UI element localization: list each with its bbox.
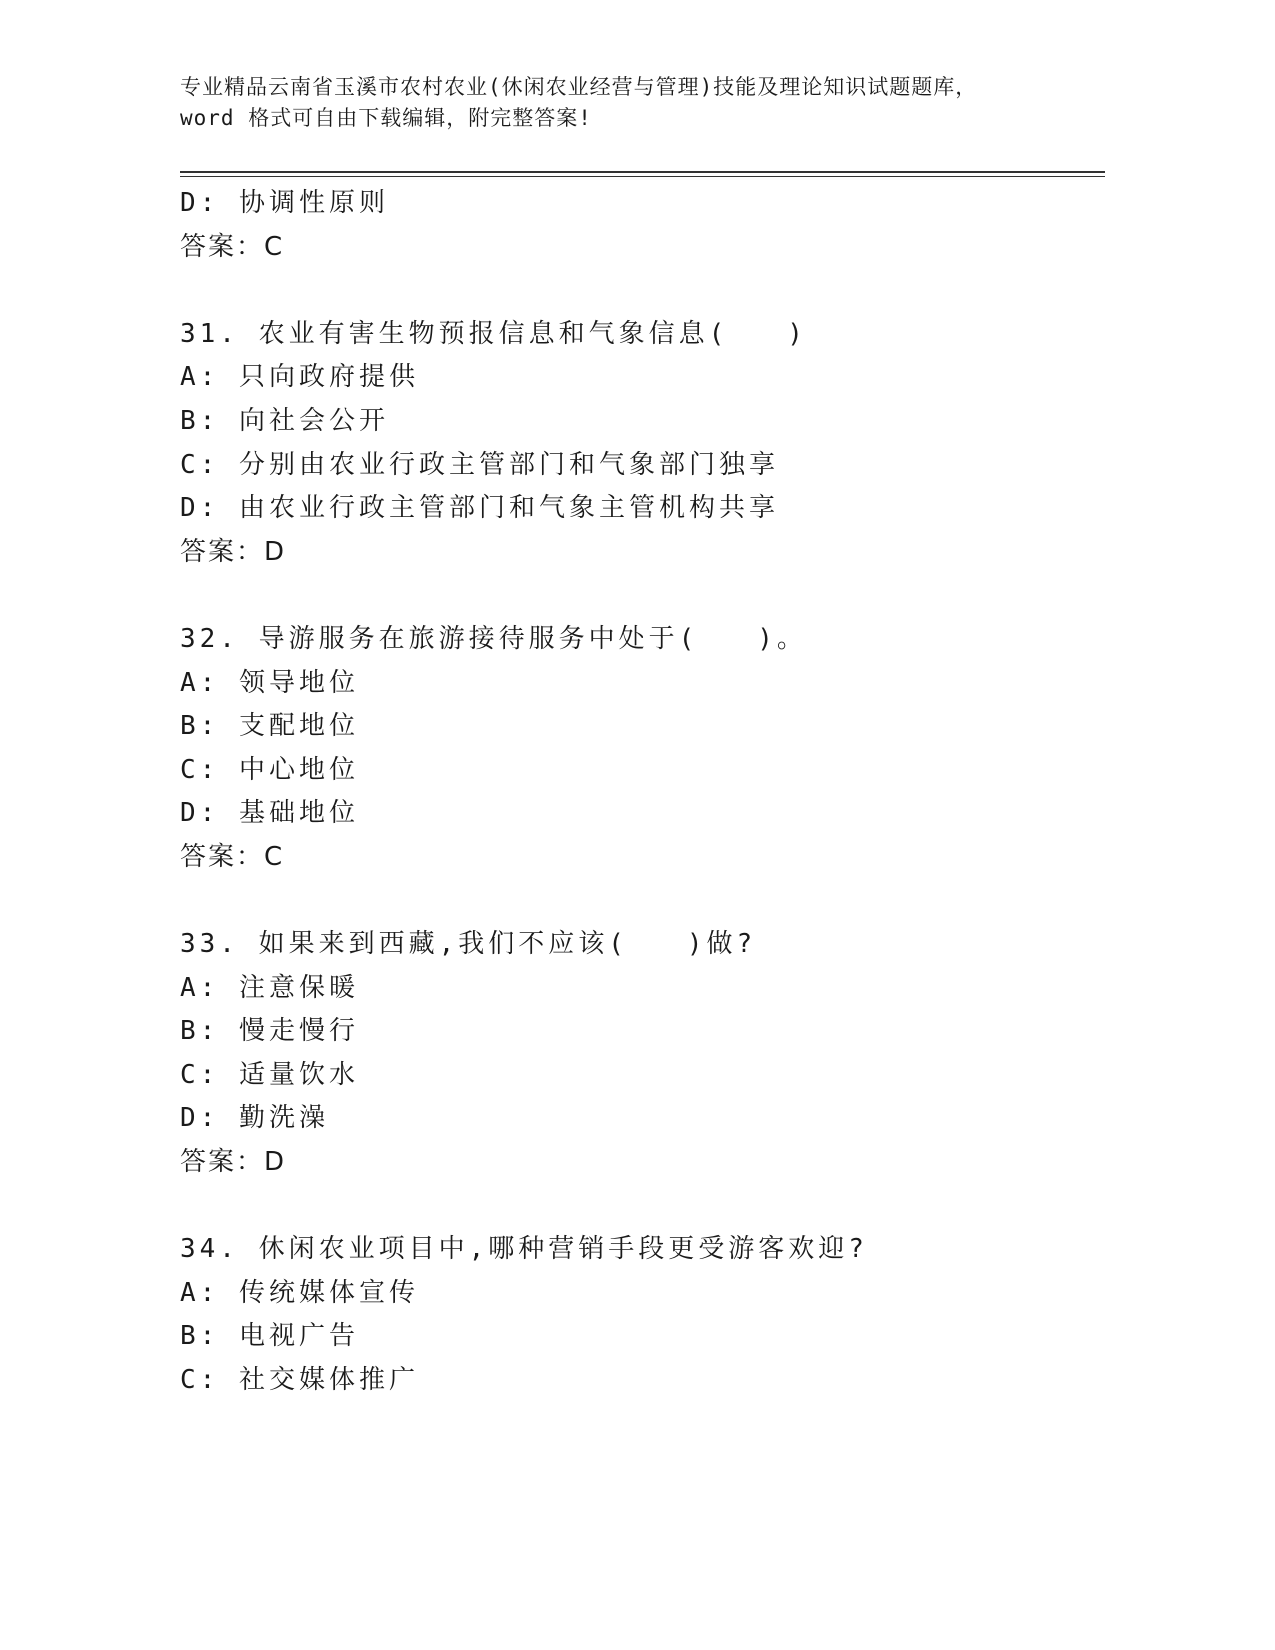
option-c: C: 分别由农业行政主管部门和气象部门独享 [180,449,779,480]
block-spacer [180,1185,1100,1229]
block-spacer [180,574,1100,618]
option-b: B: 慢走慢行 [180,1016,359,1047]
block-spacer [180,880,1100,924]
option-d: D: 由农业行政主管部门和气象主管机构共享 [180,493,779,524]
answer-line: 答案：D [180,536,287,567]
option-a: A: 只向政府提供 [180,362,419,393]
question-text: 31. 农业有害生物预报信息和气象信息( ) [180,318,807,349]
header-rule-thin [180,176,1105,177]
header-title-line-1: 专业精品云南省玉溪市农村农业(休闲农业经营与管理)技能及理论知识试题题库， [180,75,978,99]
answer-line: 答案：C [180,841,285,872]
option-c: C: 中心地位 [180,754,359,785]
question-block-30 [180,182,1100,269]
question-block-34 [180,1228,1100,1402]
header-rule-thick [180,171,1105,173]
block-spacer [180,269,1100,313]
option-b: B: 向社会公开 [180,405,389,436]
question-block-31 [180,313,1100,575]
option-b: B: 电视广告 [180,1321,359,1352]
option-d: D: 协调性原则 [180,188,389,218]
header-title-line-2: word 格式可自由下载编辑，附完整答案! [180,106,592,130]
option-a: A: 领导地位 [180,667,359,698]
question-text: 32. 导游服务在旅游接待服务中处于( )。 [180,623,807,654]
question-list [180,182,1100,1403]
option-d: D: 基础地位 [180,798,359,829]
question-block-32 [180,618,1100,880]
answer-line: 答案：C [180,231,285,262]
answer-line: 答案：D [180,1147,287,1178]
option-c: C: 适量饮水 [180,1059,359,1090]
question-block-33 [180,923,1100,1185]
option-c: C: 社交媒体推广 [180,1365,419,1396]
question-text: 34. 休闲农业项目中,哪种营销手段更受游客欢迎? [180,1234,868,1265]
document-header [180,72,1100,134]
question-text: 33. 如果来到西藏,我们不应该( )做? [180,929,757,960]
option-d: D: 勤洗澡 [180,1103,329,1134]
option-a: A: 传统媒体宣传 [180,1277,419,1308]
option-a: A: 注意保暖 [180,972,359,1003]
option-b: B: 支配地位 [180,711,359,742]
